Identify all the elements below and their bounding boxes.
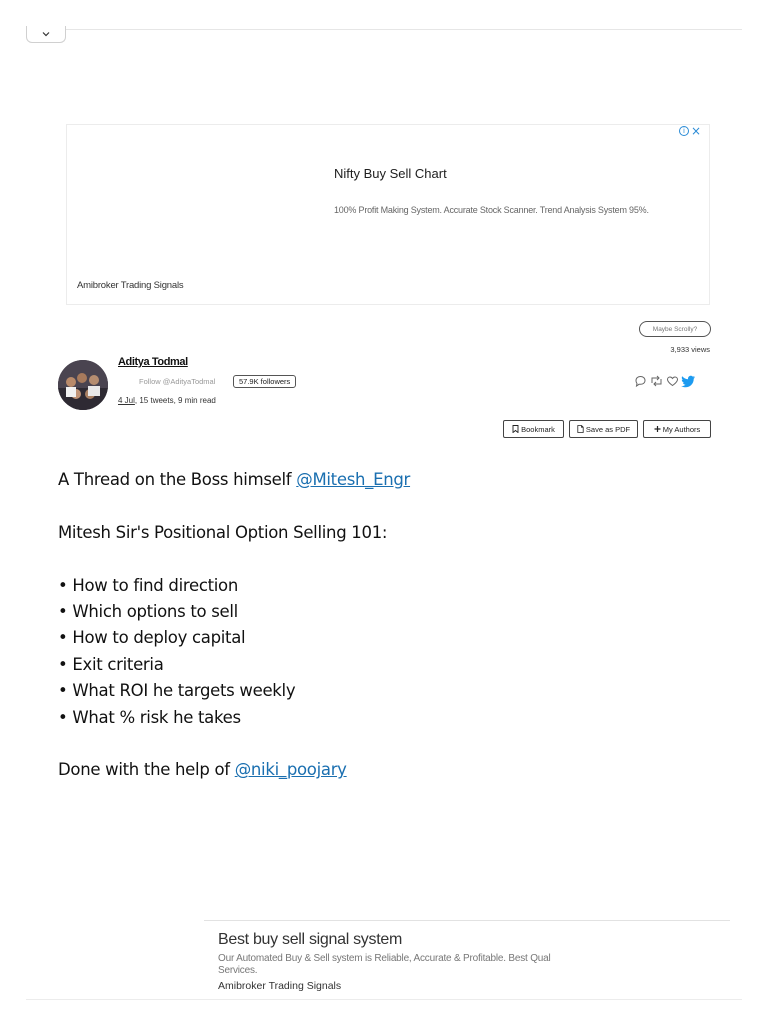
ad-controls — [679, 125, 701, 137]
bullet-item: • What % risk he takes — [58, 707, 241, 727]
maybe-scrolly-button[interactable]: Maybe Scrolly? — [639, 321, 711, 337]
chevron-down-icon — [41, 29, 51, 39]
bookmark-button[interactable] — [503, 420, 564, 438]
thread-heading: Mitesh Sir's Positional Option Selling 101: — [58, 522, 388, 542]
tweet-actions — [633, 374, 696, 388]
thread-date[interactable]: 4 Jul — [118, 396, 135, 405]
thread-stats: , 15 tweets, 9 min read — [134, 396, 216, 405]
ad-title[interactable]: Best buy sell signal system — [218, 931, 402, 948]
collapse-toggle[interactable] — [26, 26, 66, 43]
save-pdf-button[interactable] — [569, 420, 638, 438]
pdf-file-icon — [577, 425, 584, 433]
top-divider — [26, 29, 742, 30]
bullet-item: • How to find direction — [58, 575, 239, 595]
view-count: 3,933 views — [670, 345, 710, 354]
avatar-photo — [58, 360, 108, 410]
ad-description: 100% Profit Making System. Accurate Stock Scanner. Trend Analysis System 95%. — [334, 205, 649, 215]
ad-sponsor: Amibroker Trading Signals — [77, 280, 184, 291]
my-authors-label: My Authors — [662, 424, 701, 434]
ad-sponsor: Amibroker Trading Signals — [218, 980, 342, 992]
reply-icon[interactable] — [633, 374, 648, 388]
heart-icon[interactable] — [665, 374, 680, 388]
follow-link[interactable]: Follow @AdityaTodmal — [139, 377, 216, 386]
thread-meta — [118, 396, 216, 405]
twitter-bird-icon[interactable] — [681, 374, 696, 388]
followers-badge: 57.9K followers — [233, 375, 296, 388]
author-name[interactable]: Aditya Todmal — [118, 356, 188, 368]
mention-mitesh-engr[interactable]: @Mitesh_Engr — [296, 470, 411, 489]
info-icon[interactable]: i — [679, 126, 689, 136]
bookmark-label: Bookmark — [521, 424, 555, 434]
plus-icon — [654, 425, 661, 433]
ad-title[interactable]: Nifty Buy Sell Chart — [334, 166, 447, 181]
bottom-divider — [26, 999, 742, 1000]
ad-description: Our Automated Buy & Sell system is Reliable, Accurate & Profitable. Best Qual Services. — [218, 953, 551, 976]
bullet-item: • How to deploy capital — [58, 628, 246, 648]
avatar[interactable] — [58, 360, 108, 410]
bullet-item: • What ROI he targets weekly — [58, 681, 296, 701]
retweet-icon[interactable] — [649, 374, 664, 388]
close-icon[interactable]: × — [690, 124, 701, 138]
thread-credit-text: Done with the help of — [58, 760, 235, 780]
bookmark-icon — [512, 425, 519, 433]
mention-niki-poojary[interactable]: @niki_poojary — [234, 760, 347, 780]
bullet-item: • Exit criteria — [58, 654, 164, 674]
ad-banner-bottom[interactable] — [204, 920, 730, 1000]
ad-banner-top[interactable] — [66, 124, 710, 305]
thread-credit — [58, 757, 718, 783]
thread-body — [58, 467, 718, 784]
bullet-item: • Which options to sell — [58, 602, 238, 621]
thread-intro-text: A Thread on the Boss himself — [58, 470, 297, 489]
thread-intro — [58, 467, 718, 493]
save-pdf-label: Save as PDF — [585, 424, 631, 434]
my-authors-button[interactable] — [643, 420, 711, 438]
